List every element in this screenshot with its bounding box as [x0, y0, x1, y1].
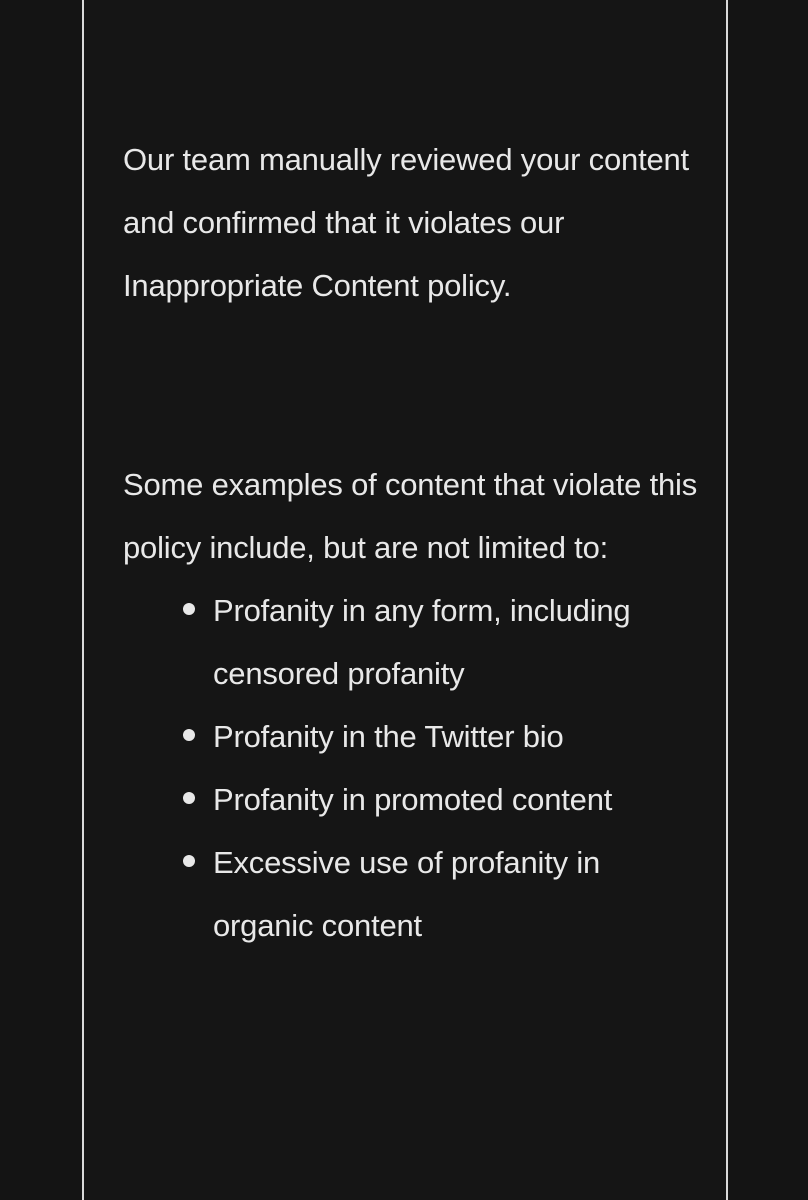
intro-paragraph: Our team manually reviewed your content and confirmed that it violates our Inappropriate Content policy. [123, 142, 689, 303]
list-item [183, 768, 683, 831]
list-item [183, 831, 683, 957]
example-text: Excessive use of profanity in organic content [213, 845, 601, 943]
example-text: Profanity in any form, including censored profanity [213, 593, 631, 691]
list-item [183, 579, 683, 705]
bullet-icon [183, 855, 195, 867]
bullet-icon [183, 729, 195, 741]
message-body [123, 128, 703, 957]
bullet-icon [183, 792, 195, 804]
examples-intro-paragraph: Some examples of content that violate this policy include, but are not limited to: [123, 467, 698, 565]
example-text: Profanity in the Twitter bio [213, 719, 564, 754]
example-text: Profanity in promoted content [213, 782, 613, 817]
examples-list [183, 579, 683, 957]
list-item [183, 705, 683, 768]
bullet-icon [183, 603, 195, 615]
